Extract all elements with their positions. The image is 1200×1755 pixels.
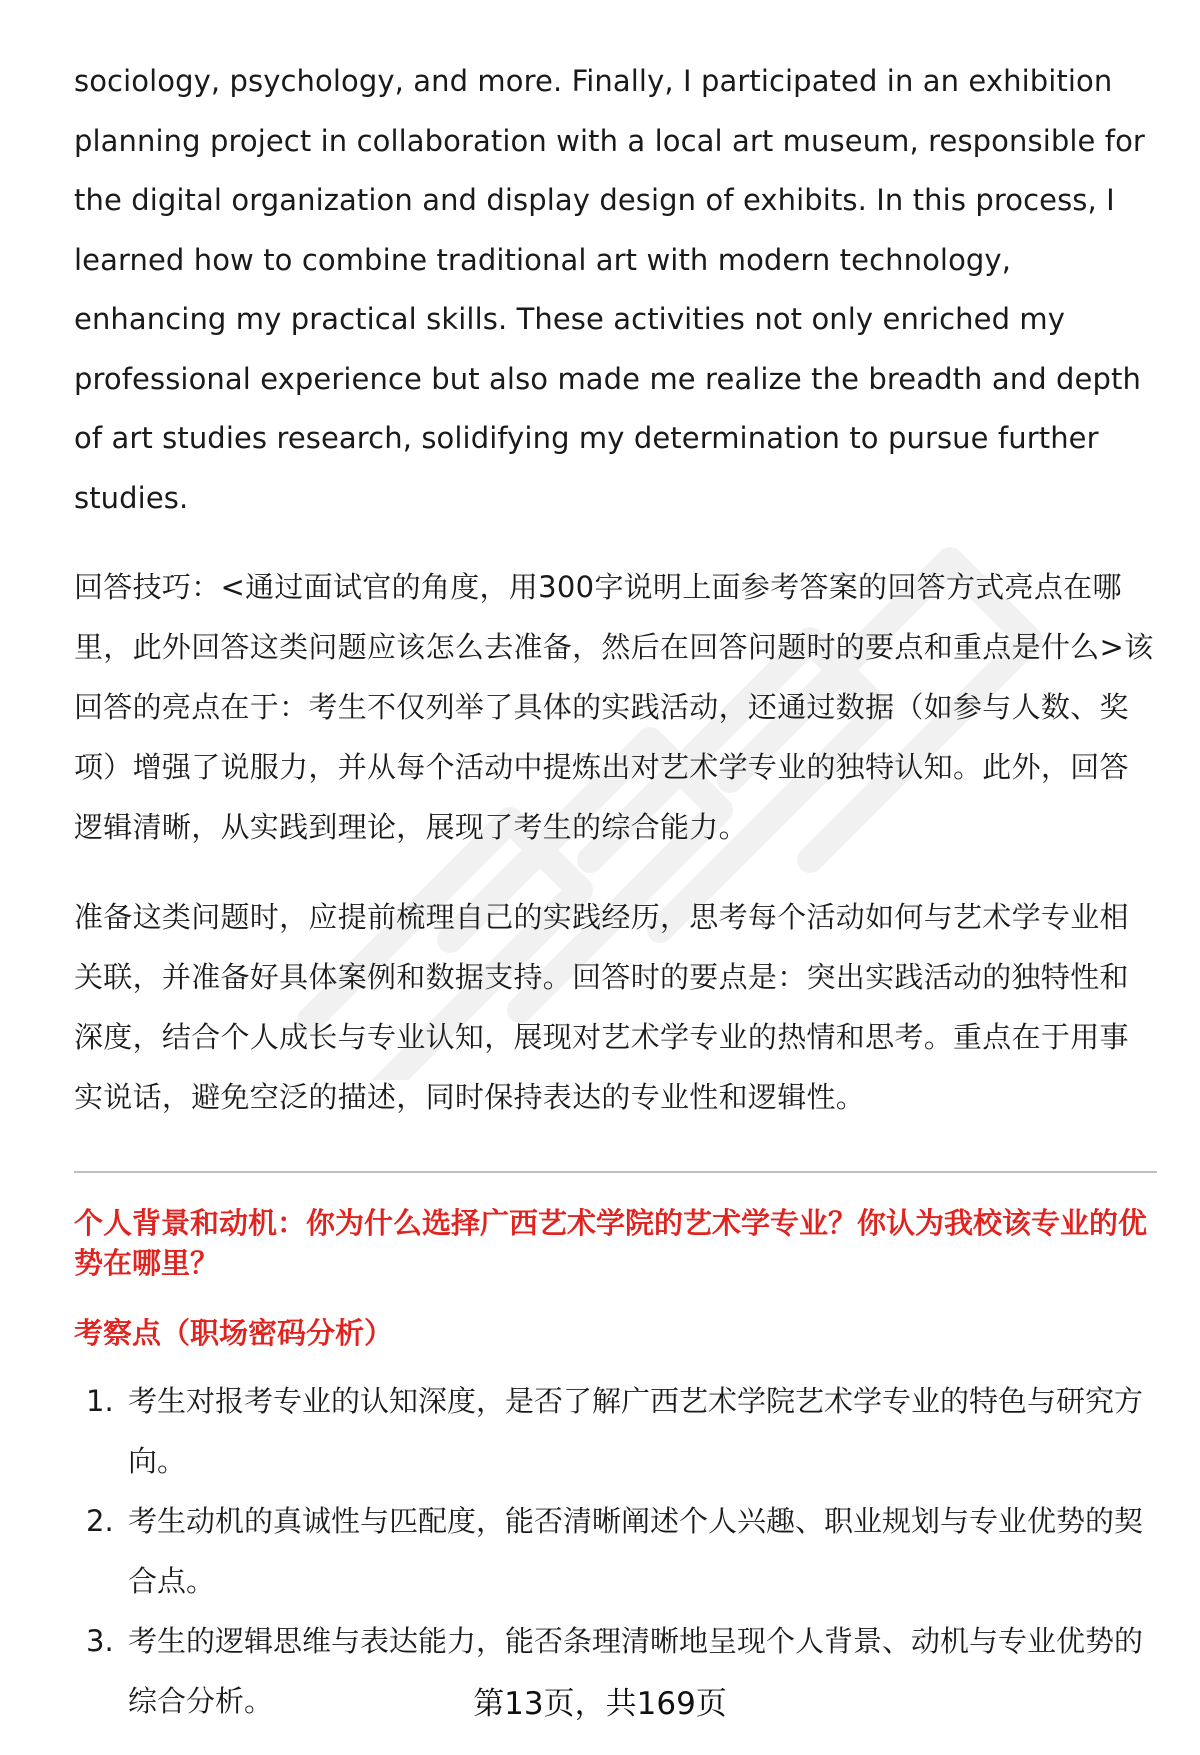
list-item-number: 3. [86, 1624, 114, 1658]
list-item-text: 考生动机的真诚性与匹配度，能否清晰阐述个人兴趣、职业规划与专业优势的契合点。 [128, 1504, 1144, 1598]
list-item-text: 考生的逻辑思维与表达能力，能否条理清晰地呈现个人背景、动机与专业优势的综合分析。 [128, 1624, 1144, 1718]
document-page [74, 52, 1154, 1731]
list-item-text: 考生对报考专业的认知深度，是否了解广西艺术学院艺术学专业的特色与研究方向。 [128, 1384, 1144, 1478]
section-divider [74, 1171, 1157, 1173]
points-heading: 考察点（职场密码分析） [74, 1316, 394, 1350]
list-item-number: 1. [86, 1384, 114, 1418]
points-list [74, 1371, 1154, 1731]
tips-paragraph: 回答技巧：<通过面试官的角度，用300字说明上面参考答案的回答方式亮点在哪里，此外回答这类问题应该怎么去准备，然后在回答问题时的要点和重点是什么>该回答的亮点在于：考生不仅列举了具体的实践活动，还通过数据（如参与人数、奖项）增强了说服力，并从每个活动中提炼出对艺术学专业的独特认知。此外，回答逻辑清晰，从实践到理论，展现了考生的综合能力。 [74, 570, 1154, 844]
list-item [74, 1491, 1154, 1611]
list-item-number: 2. [86, 1504, 114, 1538]
question-heading: 个人背景和动机：你为什么选择广西艺术学院的艺术学专业？你认为我校该专业的优势在哪里？ [74, 1206, 1148, 1280]
prep-paragraph: 准备这类问题时，应提前梳理自己的实践经历，思考每个活动如何与艺术学专业相关联，并准备好具体案例和数据支持。回答时的要点是：突出实践活动的独特性和深度，结合个人成长与专业认知，展现对艺术学专业的热情和思考。重点在于用事实说话，避免空泛的描述，同时保持表达的专业性和逻辑性。 [74, 900, 1129, 1114]
page-number: 第13页，共169页 [473, 1686, 727, 1722]
list-item [74, 1371, 1154, 1491]
intro-paragraph: sociology, psychology, and more. Finally, I participated in an exhibition planning project in collaboration with a local art museum, responsible for the digital organization and display design of exhibits. In this process, I learned how to combine traditional art with modern technology, enhancing my practical skills. These activities not only enriched my professional experience but also made me realize the breadth and depth of art studies research, solidifying my determination to pursue further studies. [74, 64, 1145, 515]
